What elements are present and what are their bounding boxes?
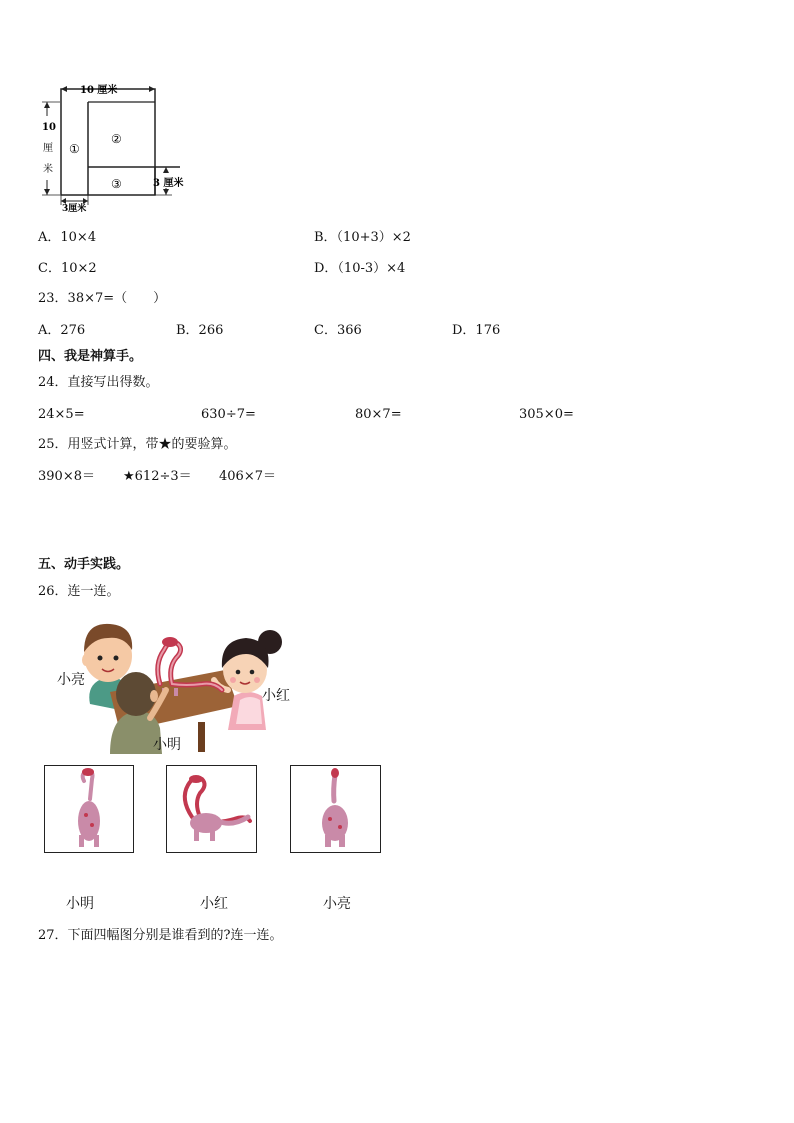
section-5-heading: 五、动手实践。 xyxy=(38,557,130,572)
q24-item-1: 24×5= xyxy=(38,407,85,422)
q24-item-3: 80×7= xyxy=(355,407,402,422)
section-4-heading: 四、我是神算手。 xyxy=(38,349,143,364)
rectangle-diagram xyxy=(40,80,200,215)
bottom-dimension-label: 3厘米 xyxy=(62,204,87,214)
region-1-label: ① xyxy=(69,142,80,156)
q26-stem: 26．连一连。 xyxy=(38,584,120,599)
region-3-label: ③ xyxy=(111,177,122,191)
q22-option-c[interactable]: C．10×2 xyxy=(38,261,97,276)
q23-option-d[interactable]: D．176 xyxy=(452,323,501,338)
scene-label-xiaoming: 小明 xyxy=(153,737,181,753)
left-dimension-char2: 米 xyxy=(43,164,53,175)
q22-option-b[interactable]: B．（10+3）×2 xyxy=(314,230,411,245)
q22-option-a[interactable]: A．10×4 xyxy=(38,230,97,245)
left-dimension-number: 10 xyxy=(42,122,56,133)
q23-option-a[interactable]: A．276 xyxy=(38,323,86,338)
q27-stem: 27．下面四幅图分别是谁看到的?连一连。 xyxy=(38,928,283,943)
region-2-label: ② xyxy=(111,132,122,146)
view-label-1: 小明 xyxy=(66,896,94,912)
q24-item-2: 630÷7= xyxy=(201,407,256,422)
kids-table-illustration xyxy=(50,612,290,754)
q25-item-3: 406×7＝ xyxy=(219,469,276,484)
view-box-3 xyxy=(290,765,381,853)
q23-option-c[interactable]: C．366 xyxy=(314,323,362,338)
view-label-3: 小亮 xyxy=(323,896,351,912)
view-label-2: 小红 xyxy=(200,896,228,912)
q25-item-1: 390×8＝ xyxy=(38,469,95,484)
scene-label-xiaohong: 小红 xyxy=(262,688,290,704)
left-dimension-char1: 厘 xyxy=(43,143,53,154)
view-box-2 xyxy=(166,765,257,853)
q23-stem: 23．38×7=（ ） xyxy=(38,291,167,306)
q25-stem: 25．用竖式计算，带★的要验算。 xyxy=(38,437,237,452)
view-box-1 xyxy=(44,765,134,853)
top-dimension-label: 10 厘米 xyxy=(80,85,118,96)
right-dimension-label: 3 厘米 xyxy=(153,178,184,189)
q22-option-d[interactable]: D．（10-3）×4 xyxy=(314,261,406,276)
q24-item-4: 305×0= xyxy=(519,407,574,422)
scene-label-xiaoliang: 小亮 xyxy=(57,672,85,688)
q23-option-b[interactable]: B．266 xyxy=(176,323,224,338)
q25-item-2: ★612÷3＝ xyxy=(123,469,192,484)
q24-stem: 24．直接写出得数。 xyxy=(38,375,159,390)
